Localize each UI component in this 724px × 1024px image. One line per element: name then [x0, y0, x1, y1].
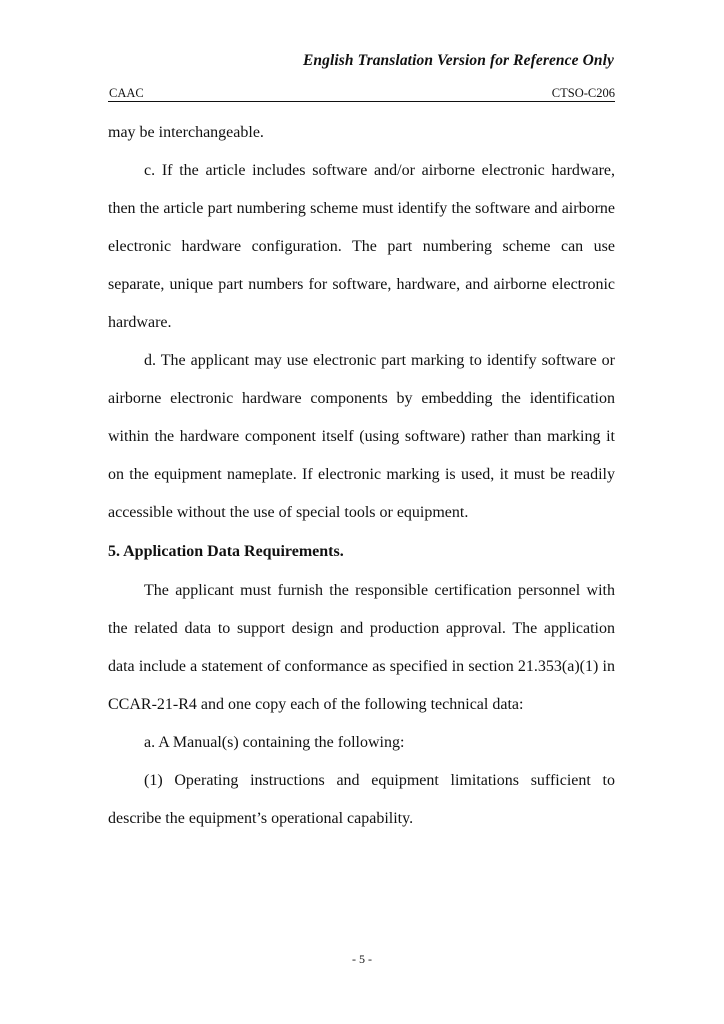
header-document-id: CTSO-C206: [551, 86, 615, 100]
translation-banner: English Translation Version for Reference Only: [302, 52, 614, 69]
paragraph-c: c. If the article includes software and/or airborne electronic hardware, then the article part numbering scheme must identify the software and airborne electronic hardware configuration. The part numbering scheme can use separate, unique part numbers for software, hardware, and airborne electronic hardware.: [108, 162, 615, 331]
header-organization: CAAC: [109, 86, 144, 100]
paragraph-1-operating-instructions: (1) Operating instructions and equipment limitations sufficient to describe the equipment’s operational capability.: [108, 772, 615, 827]
page-number: - 5 -: [352, 952, 372, 966]
page-header: [108, 86, 615, 102]
page-content: [108, 114, 615, 838]
paragraph-continuation: may be interchangeable.: [108, 124, 264, 141]
section-heading: 5. Application Data Requirements.: [108, 543, 344, 560]
paragraph-application-data: The applicant must furnish the responsible certification personnel with the related data to support design and production approval. The application data include a statement of conformance as specified in section 21.353(a)(1) in CCAR-21-R4 and one copy each of the following technical data:: [108, 582, 615, 713]
paragraph-a-manual: a. A Manual(s) containing the following:: [144, 734, 405, 751]
paragraph-d: d. The applicant may use electronic part marking to identify software or airborne electronic hardware components by embedding the identification within the hardware component itself (using software) rather than marking it on the equipment nameplate. If electronic marking is used, it must be readily accessible without the use of special tools or equipment.: [108, 352, 615, 521]
